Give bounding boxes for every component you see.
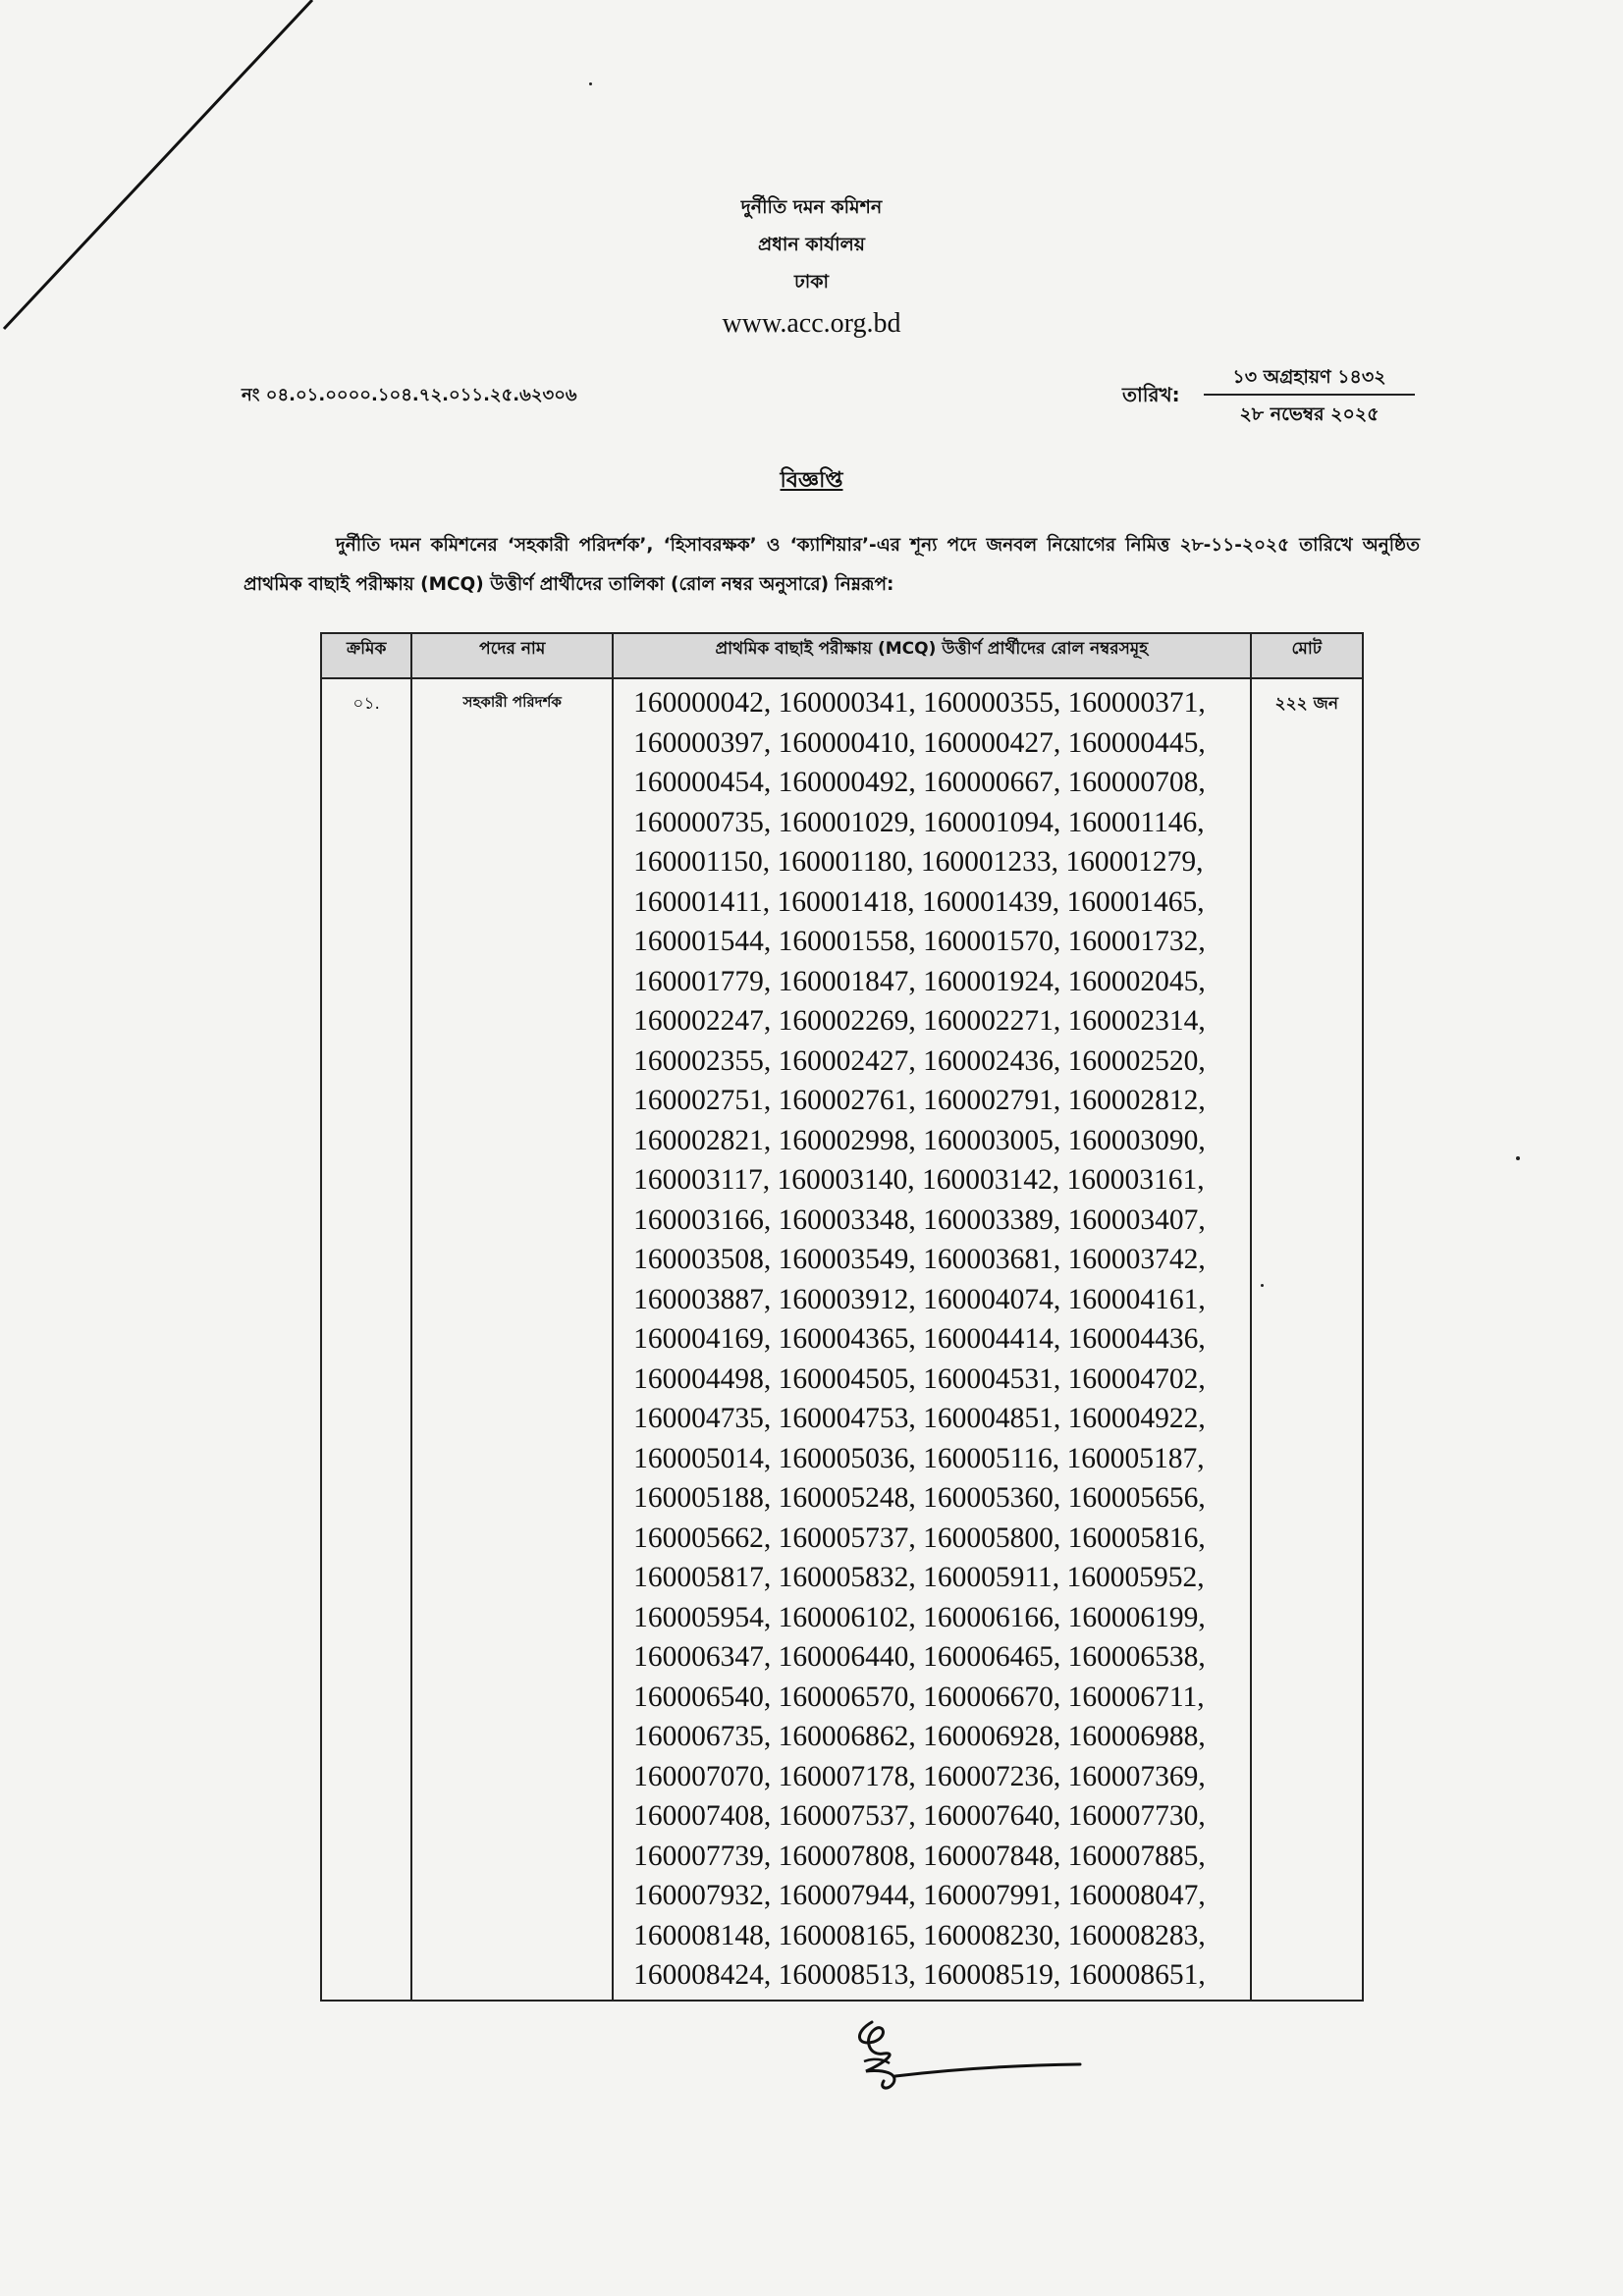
roll-number-line: 160005817, 160005832, 160005911, 160005952, <box>633 1562 1205 1593</box>
roll-number-line: 160007070, 160007178, 160007236, 160007369, <box>633 1760 1206 1792</box>
letterhead <box>0 188 1623 346</box>
roll-number-line: 160006540, 160006570, 160006670, 160006711, <box>633 1681 1205 1713</box>
roll-number-list <box>613 678 1250 2001</box>
roll-number-line: 160001544, 160001558, 160001570, 160001732, <box>633 926 1206 957</box>
org-name: দুর্নীতি দমন কমিশন <box>740 196 883 218</box>
roll-number-line: 160002751, 160002761, 160002791, 160002812, <box>633 1085 1206 1116</box>
row-total: ২২২ জন <box>1251 678 1363 2001</box>
roll-number-line: 160008148, 160008165, 160008230, 160008283, <box>633 1919 1206 1951</box>
scan-speck <box>589 82 592 85</box>
header-serial: ক্রমিক <box>321 633 411 678</box>
notice-title: বিজ্ঞপ্তি <box>780 468 843 493</box>
date-gregorian: ২৮ নভেম্বর ২০২৫ <box>1239 403 1380 425</box>
roll-number-line: 160003117, 160003140, 160003142, 160003161, <box>633 1164 1205 1196</box>
roll-number-line: 160003166, 160003348, 160003389, 160003407, <box>633 1203 1206 1236</box>
roll-number-line: 160005662, 160005737, 160005800, 160005816, <box>633 1522 1206 1554</box>
roll-number-line: 160004735, 160004753, 160004851, 160004922, <box>633 1403 1206 1434</box>
intro-paragraph: দুর্নীতি দমন কমিশনের ‘সহকারী পরিদর্শক’, ‘হিসাবরক্ষক’ ও ‘ক্যাশিয়ার’-এর শূন্য পদে জনবল নিয়োগের নিমিত্ত ২৮-১১-২০২৫ তারিখে অনুষ্ঠিত প্রাথমিক বাছাই পরীক্ষায় (MCQ) উত্তীর্ণ প্রার্থীদের তালিকা (রোল নম্বর অনুসারে) নিম্নরূপ: <box>243 535 1420 595</box>
date-block <box>1204 362 1415 429</box>
roll-number-line: 160000454, 160000492, 160000667, 160000708, <box>633 767 1206 798</box>
roll-number-line: 160005014, 160005036, 160005116, 160005187, <box>633 1442 1205 1474</box>
results-table <box>320 632 1364 2002</box>
roll-number-line: 160006347, 160006440, 160006465, 160006538, <box>633 1641 1206 1673</box>
row-post-name: সহকারী পরিদর্শক <box>411 678 613 2001</box>
roll-number-line: 160004498, 160004505, 160004531, 160004702, <box>633 1362 1206 1395</box>
roll-number-line: 160000042, 160000341, 160000355, 160000371, <box>633 687 1206 719</box>
header-post: পদের নাম <box>411 633 613 678</box>
table-header-row <box>321 633 1363 678</box>
roll-number-line: 160001411, 160001418, 160001439, 160001465, <box>633 885 1205 918</box>
header-rolls: প্রাথমিক বাছাই পরীক্ষায় (MCQ) উত্তীর্ণ প্রার্থীদের রোল নম্বরসমূহ <box>613 633 1250 678</box>
date-bangla: ১৩ অগ্রহায়ণ ১৪৩২ <box>1204 362 1415 396</box>
roll-number-line: 160005954, 160006102, 160006166, 160006199, <box>633 1601 1206 1633</box>
roll-number-line: 160000397, 160000410, 160000427, 160000445, <box>633 726 1206 759</box>
roll-number-line: 160003887, 160003912, 160004074, 160004161, <box>633 1283 1206 1315</box>
roll-number-line: 160001779, 160001847, 160001924, 160002045, <box>633 965 1206 997</box>
roll-number-line: 160003508, 160003549, 160003681, 160003742, <box>633 1244 1206 1275</box>
office-name: প্রধান কার্যালয় <box>758 234 865 255</box>
roll-number-line: 160001150, 160001180, 160001233, 160001279, <box>633 846 1204 878</box>
signature <box>844 2002 1090 2101</box>
roll-number-line: 160002821, 160002998, 160003005, 160003090, <box>633 1124 1206 1156</box>
roll-number-line: 160000735, 160001029, 160001094, 160001146, <box>633 806 1205 838</box>
date-label: তারিখ: <box>1122 383 1180 406</box>
roll-number-line: 160007739, 160007808, 160007848, 160007885, <box>633 1840 1206 1872</box>
roll-number-line: 160007408, 160007537, 160007640, 160007730, <box>633 1800 1206 1832</box>
roll-number-line: 160002355, 160002427, 160002436, 160002520, <box>633 1044 1206 1077</box>
roll-number-line: 160007932, 160007944, 160007991, 160008047, <box>633 1880 1206 1911</box>
roll-number-line: 160002247, 160002269, 160002271, 160002314, <box>633 1005 1206 1037</box>
table-row <box>321 678 1363 2001</box>
roll-number-line: 160004169, 160004365, 160004414, 160004436, <box>633 1323 1206 1355</box>
header-total: মোট <box>1251 633 1363 678</box>
memo-number: নং ০৪.০১.০০০০.১০৪.৭২.০১১.২৫.৬২৩০৬ <box>242 385 577 405</box>
scan-speck <box>1261 1284 1264 1287</box>
city-name: ঢাকা <box>793 271 830 293</box>
roll-number-line: 160008424, 160008513, 160008519, 160008651, <box>633 1959 1206 1991</box>
roll-number-line: 160006735, 160006862, 160006928, 160006988, <box>633 1721 1206 1752</box>
website-url: www.acc.org.bd <box>722 308 901 339</box>
roll-number-line: 160005188, 160005248, 160005360, 160005656, <box>633 1482 1206 1514</box>
scan-speck <box>1516 1156 1520 1160</box>
row-serial: ০১. <box>321 678 411 2001</box>
